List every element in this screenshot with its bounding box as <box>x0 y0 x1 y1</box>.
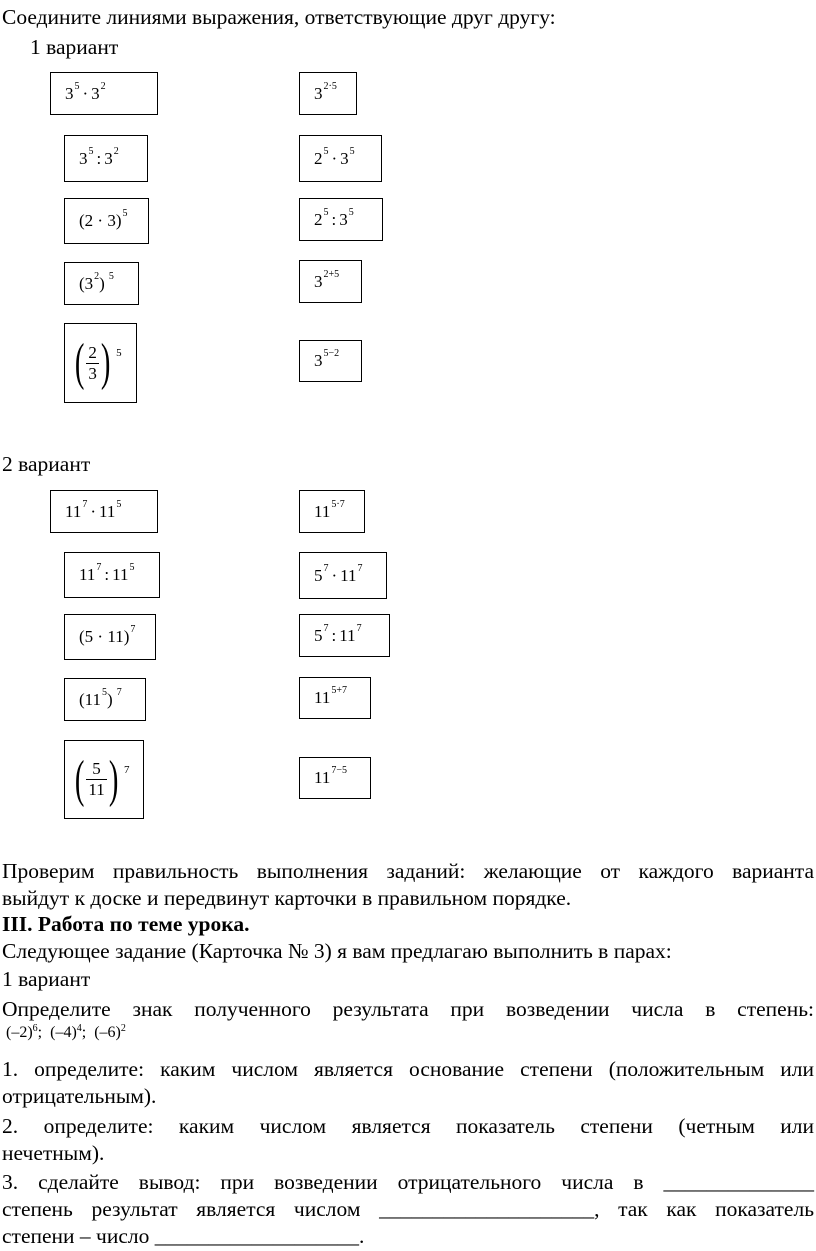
card-v1-right-1[interactable]: 3 $^{2\cdot 5}$ <box>299 72 357 115</box>
card-v2-left-5[interactable]: ( $\frac{5}{11}$ ) 7 <box>64 740 144 819</box>
powers-list: $(-2)^6$; $(-4)^4$; $(-6)^2$ <box>6 1023 126 1041</box>
card-v2-left-4[interactable]: (11 $^5$ ) $^7$ <box>64 678 146 721</box>
card-v1-left-3[interactable]: (2 · 3) $^5$ <box>64 198 149 244</box>
step3-line-1: 3. сделайте вывод: при возведении отрицательного числа в ______________ <box>2 1170 814 1194</box>
step2-line-1: 2. определите: каким числом является показатель степени (четным или <box>2 1114 814 1138</box>
card-v2-right-4[interactable]: 11 $^{5+7}$ <box>299 677 371 719</box>
task-variant: 1 вариант <box>2 967 91 991</box>
card-v1-right-5[interactable]: 3 $^{5-2}$ <box>299 340 362 382</box>
card-v1-left-4[interactable]: (3 $^2$ ) $^5$ <box>64 262 139 305</box>
determine-sign-text: Определите знак полученного результата при возведении числа в степень: <box>2 997 814 1021</box>
card-v2-right-2[interactable]: 5 $^7$ · 11 $^7$ <box>299 552 387 599</box>
step1-line-1: 1. определите: каким числом является основание степени (положительным или <box>2 1057 814 1081</box>
step3-line-3: степени – число ___________________. <box>2 1224 365 1248</box>
card-v2-left-2[interactable]: 11 $^7$ : 11 $^5$ <box>64 552 160 598</box>
check-line-2: выйдут к доске и передвинут карточки в правильном порядке. <box>2 886 572 910</box>
task-intro: Следующее задание (Карточка № 3) я вам предлагаю выполнить в парах: <box>2 939 672 963</box>
step1-line-2: отрицательным). <box>2 1084 157 1108</box>
section-heading: III. Работа по теме урока. <box>2 912 250 936</box>
check-line-1: Проверим правильность выполнения заданий: желающие от каждого варианта <box>2 859 814 883</box>
card-v2-right-5[interactable]: 11 $^{7-5}$ <box>299 757 371 799</box>
card-v2-left-3[interactable]: (5 · 11) $^7$ <box>64 614 156 660</box>
card-v1-right-3[interactable]: 2 $^5$ : 3 $^5$ <box>299 198 383 241</box>
instruction-text: Соедините линиями выражения, ответствующие друг другу: <box>2 5 556 29</box>
card-v1-right-4[interactable]: 3 $^{2+5}$ <box>299 260 362 303</box>
card-v2-right-1[interactable]: 11 $^{5\cdot 7}$ <box>299 490 365 533</box>
card-v1-left-1[interactable]: 3 $^5$ · 3 $^2$ <box>50 72 158 115</box>
card-v1-right-2[interactable]: 2 $^5$ · 3 $^5$ <box>299 135 382 182</box>
step2-line-2: нечетным). <box>2 1141 105 1165</box>
variant1-label: 1 вариант <box>30 35 119 59</box>
card-v1-left-2[interactable]: 3 $^5$ : 3 $^2$ <box>64 135 148 182</box>
card-v2-right-3[interactable]: 5 $^7$ : 11 $^7$ <box>299 614 390 657</box>
step3-line-2: степень результат является числом ____________________, так как показатель <box>2 1197 814 1221</box>
card-v2-left-1[interactable]: 11 $^7$ · 11 $^5$ <box>50 490 158 533</box>
variant2-label: 2 вариант <box>2 452 91 476</box>
card-v1-left-5[interactable]: ( $\frac{2}{3}$ ) 5 <box>64 323 137 403</box>
